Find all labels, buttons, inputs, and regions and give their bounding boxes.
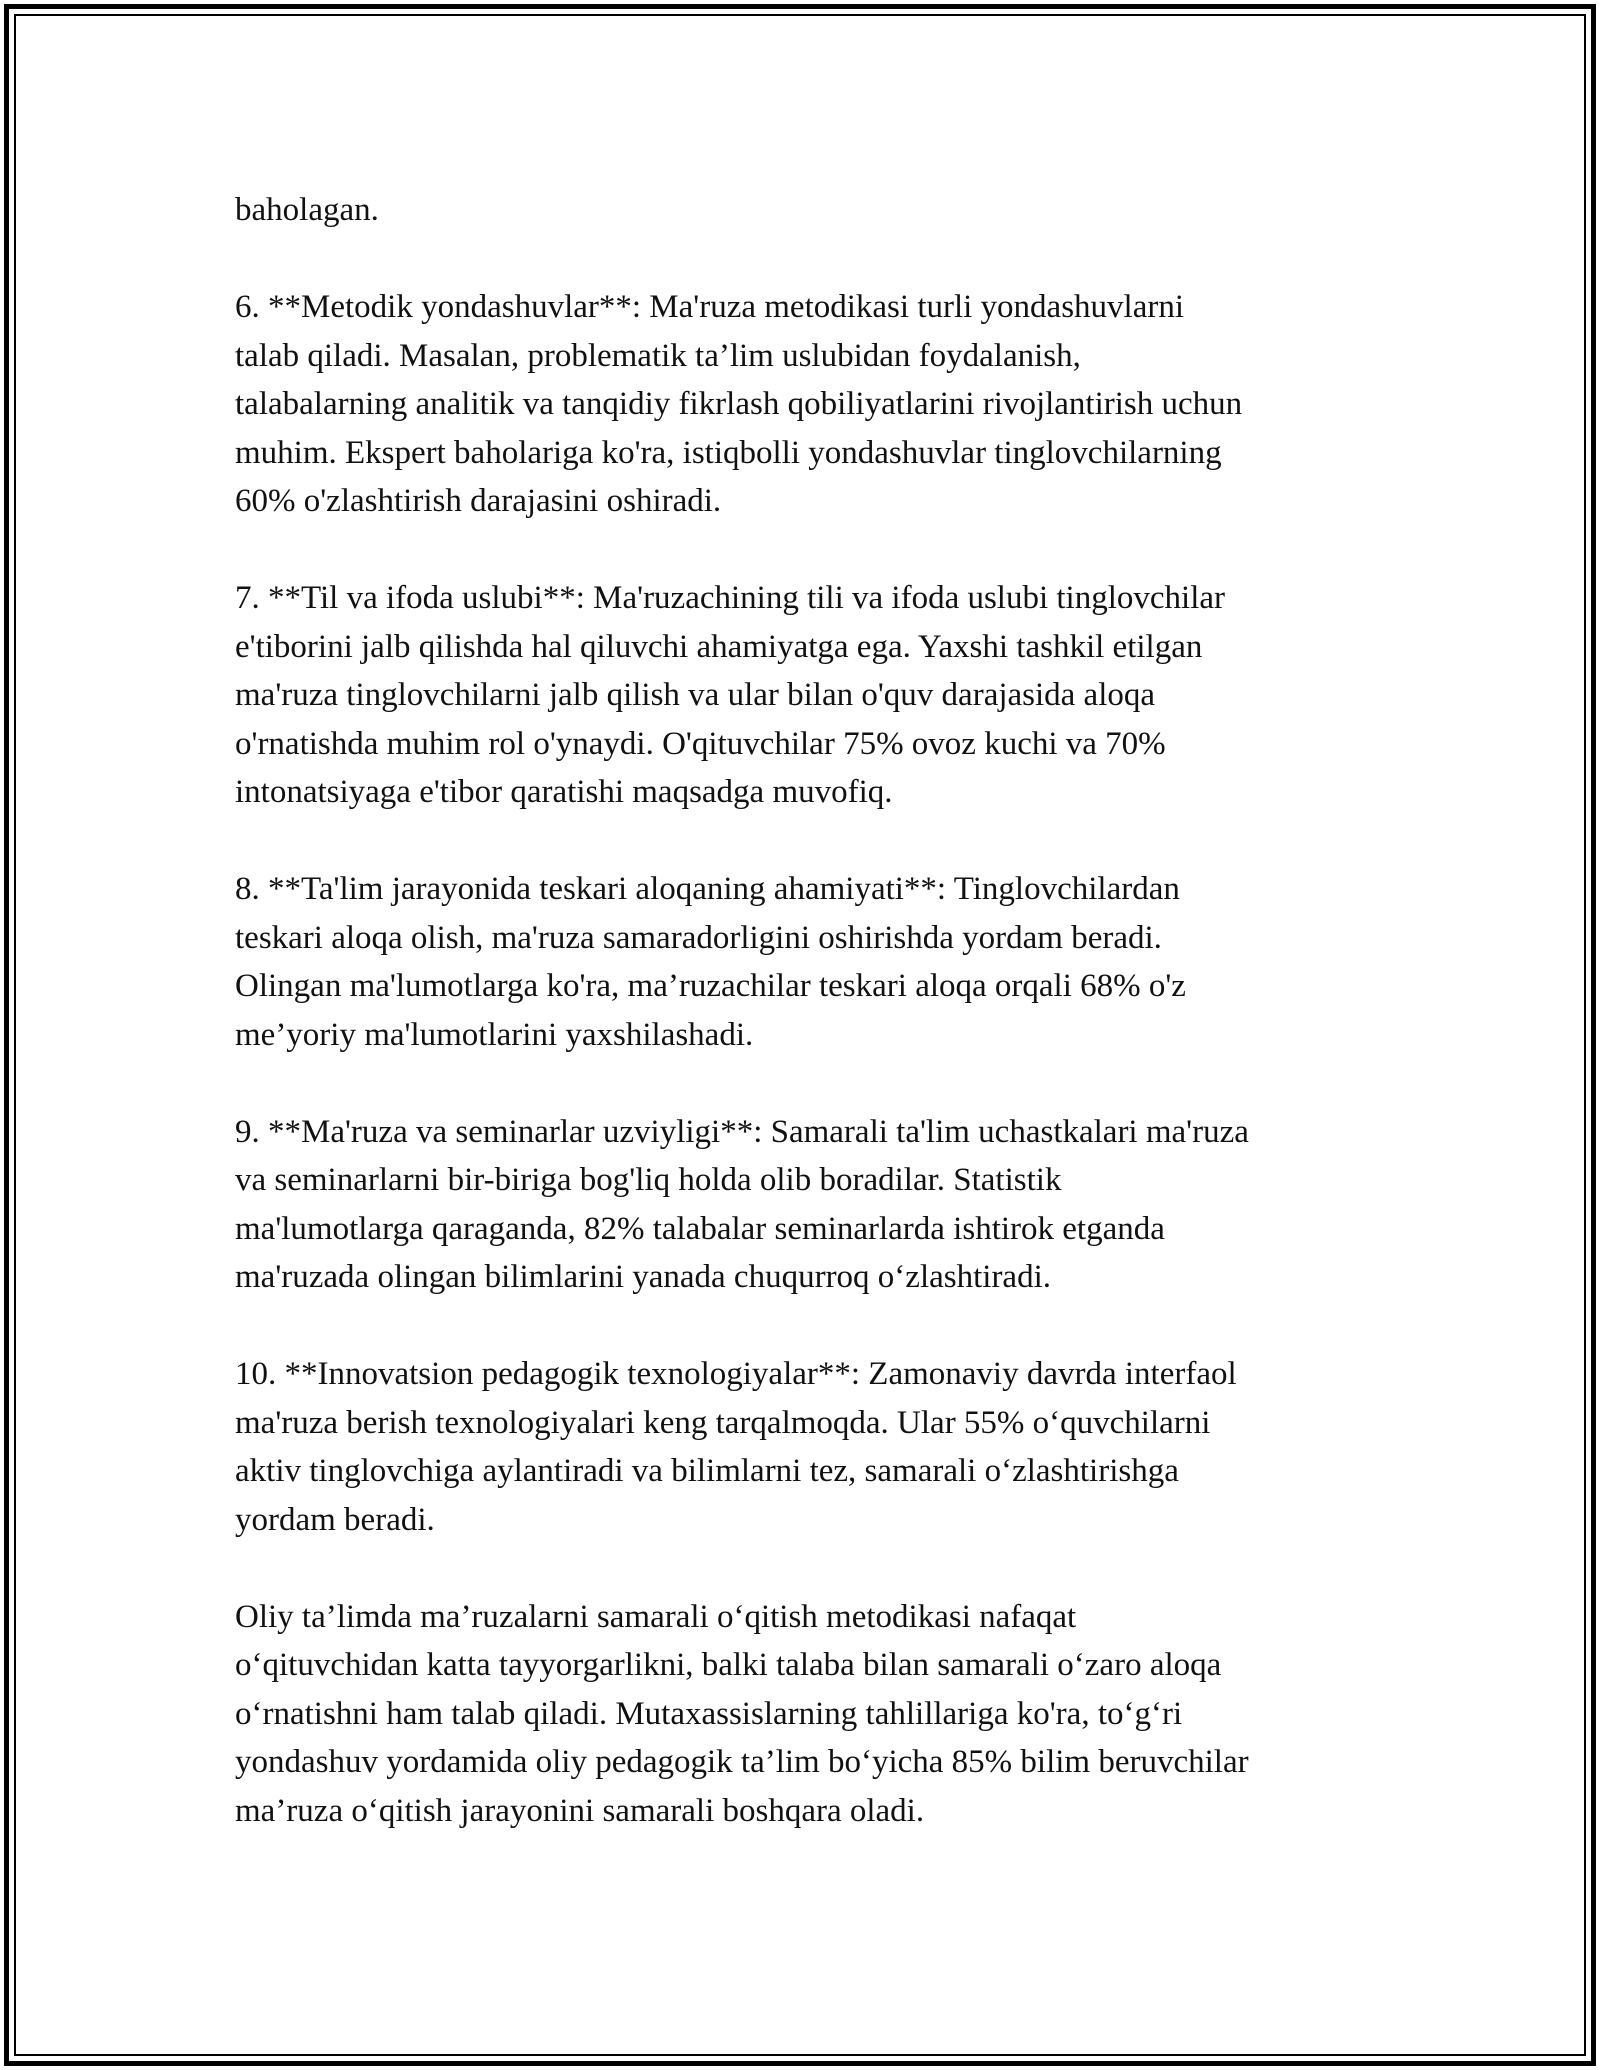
text-line: yordam beradi.: [235, 1501, 435, 1538]
text-line: intonatsiyaga e'tibor qaratishi maqsadga muvofiq.: [235, 774, 893, 810]
text-line: 10. **Innovatsion pedagogik texnologiyalar**: Zamonaviy davrda interfaol: [235, 1356, 1237, 1392]
text-line: Olingan ma'lumotlarga ko'ra, ma’ruzachilar teskari aloqa orqali 68% o'z: [235, 968, 1186, 1004]
paragraph-item-7: [235, 574, 1375, 817]
text-line: 9. **Ma'ruza va seminarlar uzviyligi**: Samarali ta'lim uchastkalari ma'ruza: [235, 1113, 1249, 1150]
text-line: talab qiladi. Masalan, problematik ta’lim uslubidan foydalanish,: [235, 337, 1081, 374]
text-line: 60% o'zlashtirish darajasini oshiradi.: [235, 483, 722, 519]
text-line: o‘qituvchidan katta tayyorgarlikni, balki talaba bilan samarali o‘zaro aloqa: [235, 1647, 1222, 1683]
text-line: ma'ruza tinglovchilarni jalb qilish va ular bilan o'quv darajasida aloqa: [235, 677, 1156, 713]
text-line: muhim. Ekspert baholariga ko'ra, istiqbolli yondashuvlar tinglovchilarning: [235, 434, 1222, 471]
text-line: Oliy ta’limda ma’ruzalarni samarali o‘qitish metodikasi nafaqat: [235, 1598, 1077, 1635]
text-line: aktiv tinglovchiga aylantiradi va bilimlarni tez, samarali o‘zlashtirishga: [235, 1453, 1179, 1489]
text-line: teskari aloqa olish, ma'ruza samaradorligini oshirishda yordam beradi.: [235, 919, 1162, 956]
paragraph-item-9: [235, 1108, 1375, 1302]
text-line: ma'ruza berish texnologiyalari keng tarqalmoqda. Ular 55% o‘quvchilarni: [235, 1404, 1211, 1441]
text-line: o'rnatishda muhim rol o'ynaydi. O'qituvchilar 75% ovoz kuchi va 70%: [235, 725, 1166, 762]
document-body: [235, 186, 1375, 1884]
paragraph-conclusion: [235, 1593, 1375, 1836]
paragraph-item-6: [235, 283, 1375, 526]
text-line: ma’ruza o‘qitish jarayonini samarali boshqara oladi.: [235, 1792, 925, 1829]
text-line: baholagan.: [235, 192, 379, 228]
text-line: yondashuv yordamida oliy pedagogik ta’lim bo‘yicha 85% bilim beruvchilar: [235, 1744, 1249, 1780]
text-line: ma'lumotlarga qaraganda, 82% talabalar seminarlarda ishtirok etganda: [235, 1210, 1165, 1247]
text-line: ma'ruzada olingan bilimlarini yanada chuqurroq o‘zlashtiradi.: [235, 1259, 1051, 1295]
text-line: e'tiborini jalb qilishda hal qiluvchi ahamiyatga ega. Yaxshi tashkil etilgan: [235, 628, 1203, 665]
paragraph-continuation: [235, 186, 1375, 235]
text-line: 8. **Ta'lim jarayonida teskari aloqaning ahamiyati**: Tinglovchilardan: [235, 871, 1180, 907]
text-line: va seminarlarni bir-biriga bog'liq holda olib boradilar. Statistik: [235, 1162, 1062, 1198]
text-line: me’yoriy ma'lumotlarini yaxshilashadi.: [235, 1016, 754, 1053]
text-line: o‘rnatishni ham talab qiladi. Mutaxassislarning tahlillariga ko'ra, to‘g‘ri: [235, 1695, 1183, 1732]
text-line: 7. **Til va ifoda uslubi**: Ma'ruzachining tili va ifoda uslubi tinglovchilar: [235, 580, 1226, 616]
text-line: talabalarning analitik va tanqidiy fikrlash qobiliyatlarini rivojlantirish uchun: [235, 386, 1243, 422]
paragraph-item-10: [235, 1350, 1375, 1544]
text-line: 6. **Metodik yondashuvlar**: Ma'ruza metodikasi turli yondashuvlarni: [235, 289, 1185, 325]
paragraph-item-8: [235, 865, 1375, 1059]
